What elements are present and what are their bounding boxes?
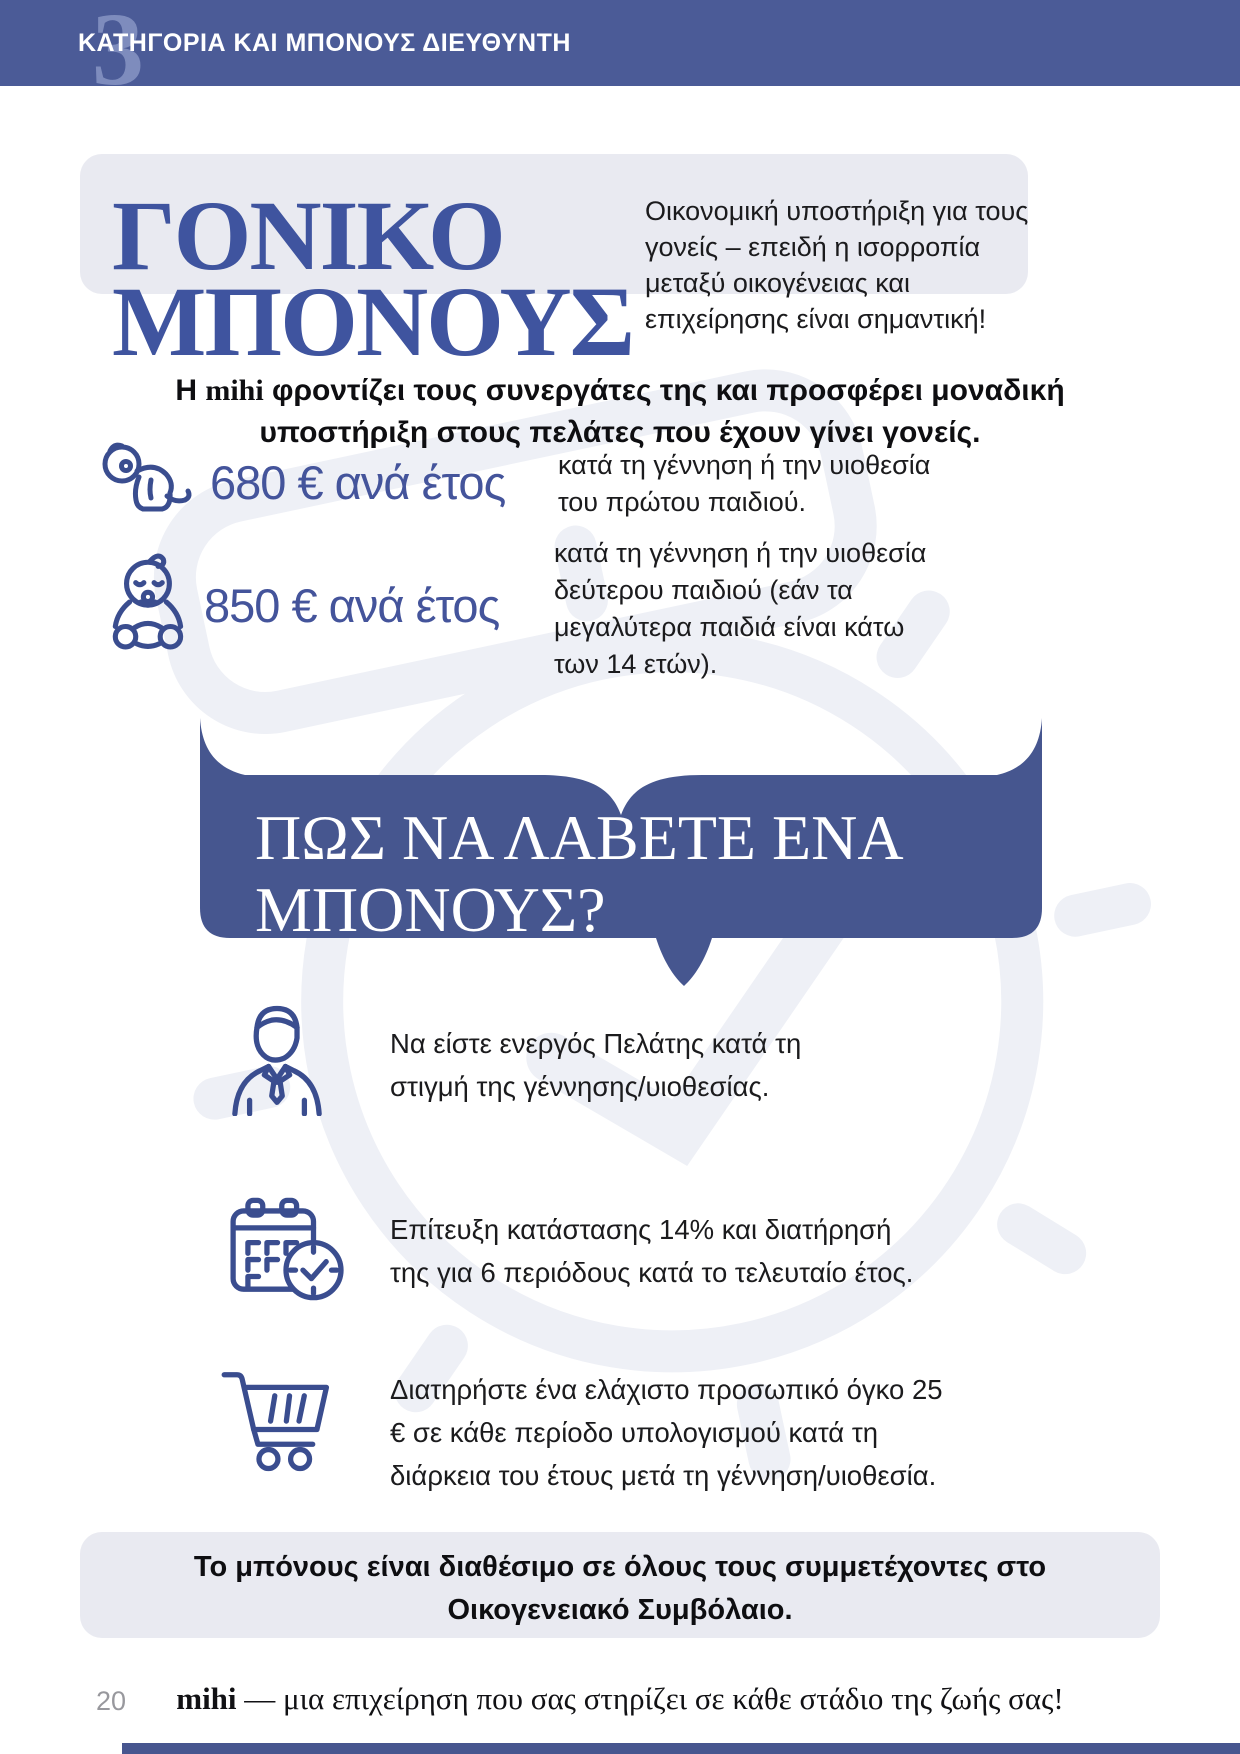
- chapter-number: 3: [92, 0, 144, 107]
- banner-title-line1: ΠΩΣ ΝΑ ΛΑΒΕΤΕ ΕΝΑ: [255, 802, 904, 873]
- footer-accent-bar: [122, 1743, 1240, 1754]
- person-icon: [224, 998, 330, 1121]
- baby-crawling-icon: [98, 436, 196, 533]
- footer-tagline-text: — μια επιχείρηση που σας στηρίζει σε κάθε στάδιο της ζωής σας!: [244, 1681, 1064, 1716]
- page-title: [112, 180, 633, 377]
- requirement-text-1: Να είστε ενεργός Πελάτης κατά τη στιγμή της γέννησης/υιοθεσίας.: [390, 1028, 802, 1102]
- bonus-amount-1: 680 € ανά έτος: [210, 456, 506, 509]
- baby-sitting-icon: [100, 550, 200, 657]
- chapter-title: ΚΑΤΗΓΟΡΙΑ ΚΑΙ ΜΠΟΝΟΥΣ ΔΙΕΥΘΥΝΤΗ: [78, 28, 571, 57]
- intro-rest: φροντίζει τους συνεργάτες της και προσφέρει μοναδική υποστήριξη στους πελάτες που έχουν γίνει γονείς.: [259, 374, 1065, 449]
- banner-title: [255, 802, 904, 946]
- page-title-line2: ΜΠΟΝΟΥΣ: [112, 266, 633, 377]
- hero-description: Οικονομική υποστήριξη για τους γονείς – επειδή η ισορροπία μεταξύ οικογένειας και επιχείρησης είναι σημαντική!: [645, 196, 1029, 334]
- requirement-text-2: Επίτευξη κατάστασης 14% και διατήρησή της για 6 περιόδους κατά το τελευταίο έτος.: [390, 1214, 914, 1288]
- banner-title-line2: ΜΠΟΝΟΥΣ?: [255, 874, 606, 945]
- shopping-cart-icon: [220, 1364, 338, 1479]
- page-number: 20: [96, 1686, 127, 1716]
- intro-statement: [150, 370, 1090, 454]
- bonus-description-2: κατά τη γέννηση ή την υιοθεσία δεύτερου παιδιού (εάν τα μεγαλύτερα παιδιά είναι κάτω των 14 ετών).: [554, 538, 927, 679]
- how-to-get-bonus-banner: [200, 718, 1042, 988]
- note-text: Το μπόνους είναι διαθέσιμο σε όλους τους συμμετέχοντες στο Οικογενειακό Συμβόλαιο.: [193, 1551, 1047, 1626]
- footer-tagline: [0, 1681, 1240, 1717]
- requirement-text-3: Διατηρήστε ένα ελάχιστο προσωπικό όγκο 25 € σε κάθε περίοδο υπολογισμού κατά τη διάρκεια του έτους μετά τη γέννηση/υιοθεσία.: [390, 1374, 943, 1491]
- page-title-line1: ΓΟΝΙΚΟ: [112, 180, 504, 291]
- chapter-header-bar: [0, 0, 1240, 107]
- bonus-description-1: κατά τη γέννηση ή την υιοθεσία του πρώτου παιδιού.: [558, 450, 931, 517]
- brand-name: mihi: [205, 374, 264, 407]
- intro-prefix: Η: [175, 374, 197, 407]
- bonus-amount-2: 850 € ανά έτος: [204, 579, 500, 632]
- calendar-clock-icon: [226, 1194, 346, 1309]
- footer-brand: mihi: [176, 1681, 237, 1716]
